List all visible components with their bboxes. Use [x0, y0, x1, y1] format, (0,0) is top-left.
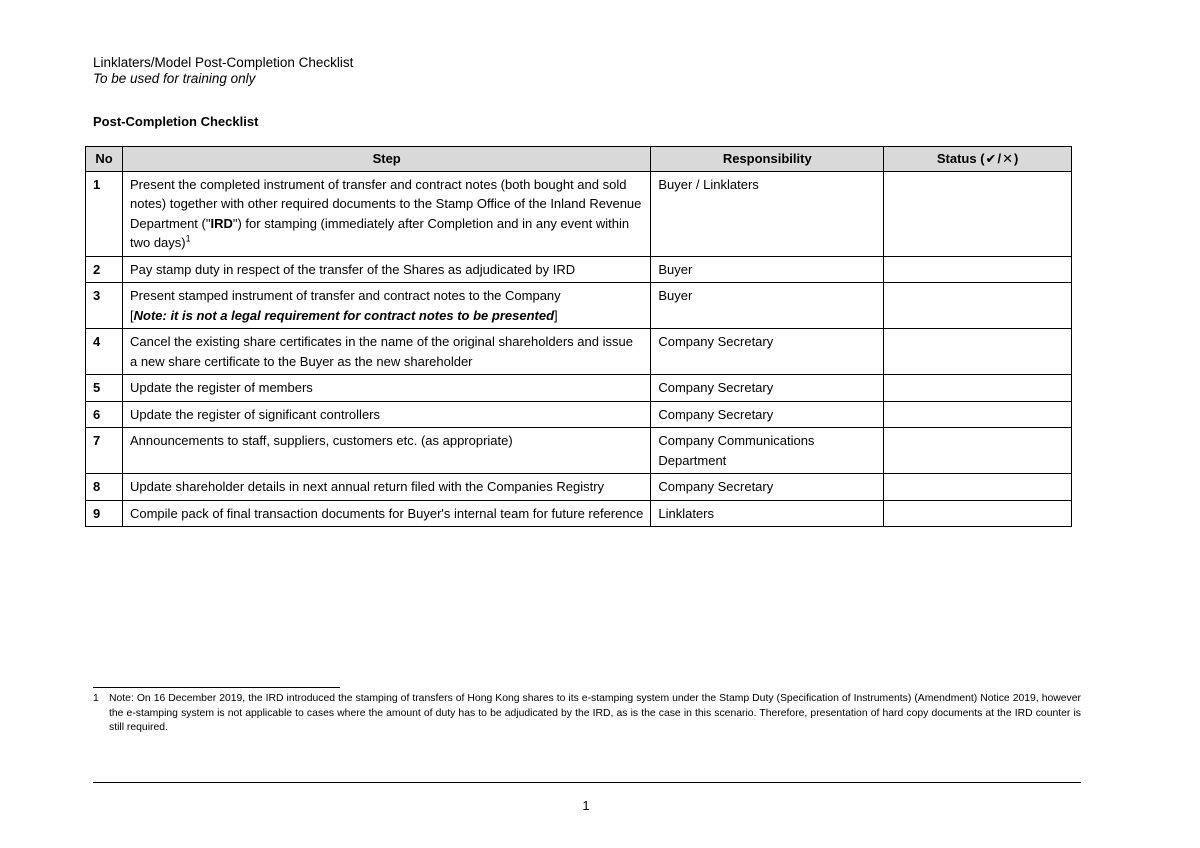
row-status — [884, 428, 1072, 474]
table-row — [86, 474, 1072, 501]
row-responsibility: Company Secretary — [651, 375, 884, 402]
row-status — [884, 375, 1072, 402]
cross-icon: ✕ — [1002, 151, 1013, 166]
row-number: 2 — [86, 256, 123, 283]
row-number: 8 — [86, 474, 123, 501]
row-status — [884, 500, 1072, 527]
checklist-table — [85, 146, 1072, 527]
row-responsibility: Company Secretary — [651, 329, 884, 375]
table-row — [86, 171, 1072, 256]
row-responsibility: Buyer — [651, 283, 884, 329]
table-header-row — [86, 147, 1072, 172]
row-number: 4 — [86, 329, 123, 375]
table-row — [86, 500, 1072, 527]
document-title: Linklaters/Model Post-Completion Checklist — [93, 55, 354, 70]
note-bracket-open: [ — [129, 307, 134, 323]
column-header-step: Step — [122, 147, 650, 172]
document-subtitle: To be used for training only — [93, 71, 256, 86]
column-header-responsibility: Responsibility — [651, 147, 884, 172]
row-number: 9 — [86, 500, 123, 527]
row-step — [122, 283, 650, 329]
row-responsibility: Buyer / Linklaters — [651, 171, 884, 256]
footnote-text: Note: On 16 December 2019, the IRD introduced the stamping of transfers of Hong Kong shares to its e-stamping system under the Stamp Duty (Specification of Instruments) (Amendment) Notice 2019, however the e-stamping system is not applicable to cases where the amount of duty has to be adjudicated by the IRD, as is the case in this scenario. Therefore, presentation of hard copy documents at the IRD counter is still required. — [109, 693, 1081, 733]
table-row — [86, 329, 1072, 375]
step-text: Present stamped instrument of transfer and contract notes to the Company — [129, 288, 561, 303]
row-status — [884, 474, 1072, 501]
row-step: Pay stamp duty in respect of the transfer of the Shares as adjudicated by IRD — [122, 256, 650, 283]
row-number: 6 — [86, 401, 123, 428]
row-step: Cancel the existing share certificates in the name of the original shareholders and issue a new share certificate to the Buyer as the new shareholder — [122, 329, 650, 375]
footnote — [93, 692, 1081, 736]
row-step: Update the register of significant controllers — [122, 401, 650, 428]
step-text: Present the completed instrument of transfer and contract notes (both bought and sold notes) together with other required documents to the Stamp Office of the Inland Revenue Department (" — [129, 176, 642, 231]
row-status — [884, 401, 1072, 428]
document-header — [93, 55, 353, 87]
footer-divider — [93, 782, 1081, 783]
page-number: 1 — [582, 798, 590, 813]
column-header-no: No — [86, 147, 123, 172]
status-header-separator: / — [997, 151, 1002, 166]
row-step: Update shareholder details in next annual return filed with the Companies Registry — [122, 474, 650, 501]
table-row — [86, 283, 1072, 329]
row-step: Update the register of members — [122, 375, 650, 402]
row-number: 3 — [86, 283, 123, 329]
row-number: 7 — [86, 428, 123, 474]
table-row — [86, 256, 1072, 283]
status-header-prefix: Status ( — [936, 151, 985, 166]
footnote-reference[interactable]: 1 — [185, 233, 191, 244]
row-status — [884, 256, 1072, 283]
row-status — [884, 329, 1072, 375]
table-row — [86, 375, 1072, 402]
row-responsibility: Company Communications Department — [651, 428, 884, 474]
note-bracket-close: ] — [554, 307, 558, 323]
check-icon: ✔ — [985, 151, 997, 166]
row-step: Compile pack of final transaction documents for Buyer's internal team for future reference — [122, 500, 650, 527]
row-number: 1 — [86, 171, 123, 256]
step-bold-text: IRD — [210, 215, 233, 231]
row-number: 5 — [86, 375, 123, 402]
row-responsibility: Linklaters — [651, 500, 884, 527]
checklist-heading: Post-Completion Checklist — [93, 114, 259, 129]
row-step — [122, 171, 650, 256]
row-status — [884, 283, 1072, 329]
step-note: Note: it is not a legal requirement for contract notes to be presented — [133, 307, 555, 323]
row-step: Announcements to staff, suppliers, customers etc. (as appropriate) — [122, 428, 650, 474]
table-row — [86, 401, 1072, 428]
step-text-continued: ") for stamping (immediately after Completion and in any event within two days) — [129, 215, 630, 250]
row-status — [884, 171, 1072, 256]
column-header-status — [884, 147, 1072, 172]
row-responsibility: Buyer — [651, 256, 884, 283]
row-responsibility: Company Secretary — [651, 474, 884, 501]
status-header-suffix: ) — [1013, 151, 1019, 166]
row-responsibility: Company Secretary — [651, 401, 884, 428]
footnote-separator — [93, 687, 340, 688]
table-row — [86, 428, 1072, 474]
footnote-number: 1 — [93, 693, 99, 704]
